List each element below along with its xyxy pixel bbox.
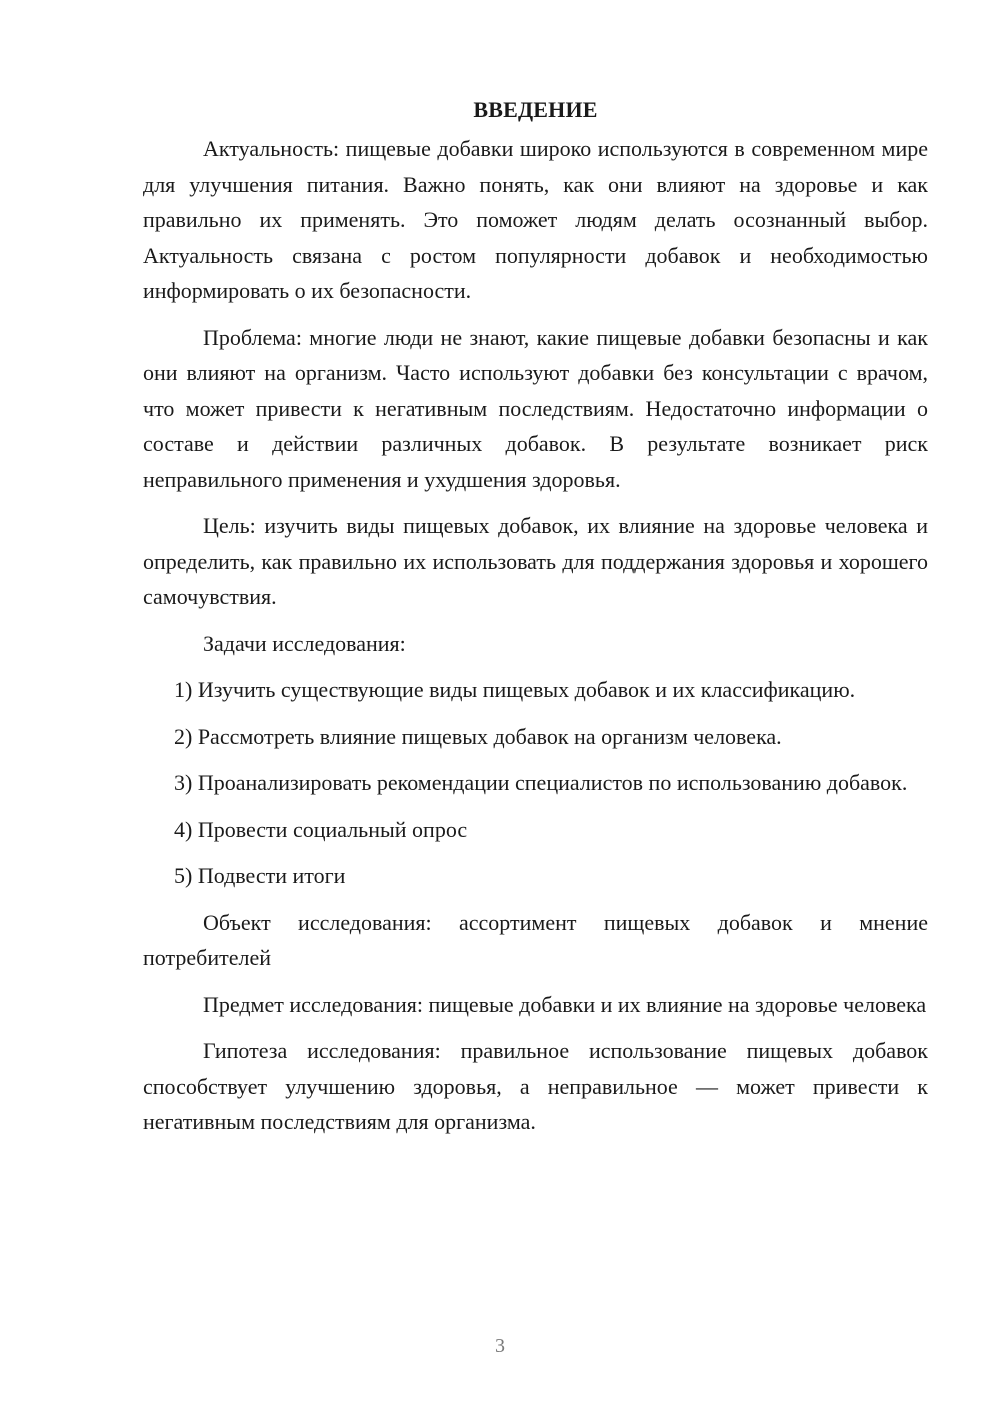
paragraph-relevance: Актуальность: пищевые добавки широко используются в современном мире для улучшения питания. Важно понять, как они влияют на здоровье и как правильно их применять. Это поможет людям делать осознанный выбор. Актуальность связана с ростом популярности добавок и необходимостью информировать о их безопасности.: [143, 136, 928, 303]
paragraph-problem: Проблема: многие люди не знают, какие пищевые добавки безопасны и как они влияют на организм. Часто используют добавки без консультации с врачом, что может привести к негативным последствиям. Недостаточно информации о составе и действии различных добавок. В результате возникает риск неправильного применения и ухудшения здоровья.: [143, 324, 928, 492]
tasks-heading: Задачи исследования:: [203, 630, 406, 656]
document-title: ВВЕДЕНИЕ: [473, 97, 598, 122]
paragraph-object: Объект исследования: ассортимент пищевых добавок и мнение потребителей: [143, 909, 928, 970]
paragraph-subject: Предмет исследования: пищевые добавки и их влияние на здоровье человека: [203, 991, 927, 1017]
task-item-1: 1) Изучить существующие виды пищевых добавок и их классификацию.: [174, 677, 856, 702]
paragraph-goal: Цель: изучить виды пищевых добавок, их влияние на здоровье человека и определить, как правильно их использовать для поддержания здоровья и хорошего самочувствия.: [143, 513, 928, 609]
task-item-4: 4) Провести социальный опрос: [174, 816, 468, 842]
document-page: [143, 92, 928, 1151]
task-item-5: 5) Подвести итоги: [174, 863, 346, 888]
paragraph-hypothesis: Гипотеза исследования: правильное использование пищевых добавок способствует улучшению здоровья, а неправильное — может привести к негативным последствиям для организма.: [143, 1038, 928, 1134]
page-number: 3: [495, 1335, 505, 1357]
task-item-2: 2) Рассмотреть влияние пищевых добавок на организм человека.: [174, 723, 782, 749]
task-item-3: 3) Проанализировать рекомендации специалистов по использованию добавок.: [174, 770, 908, 795]
